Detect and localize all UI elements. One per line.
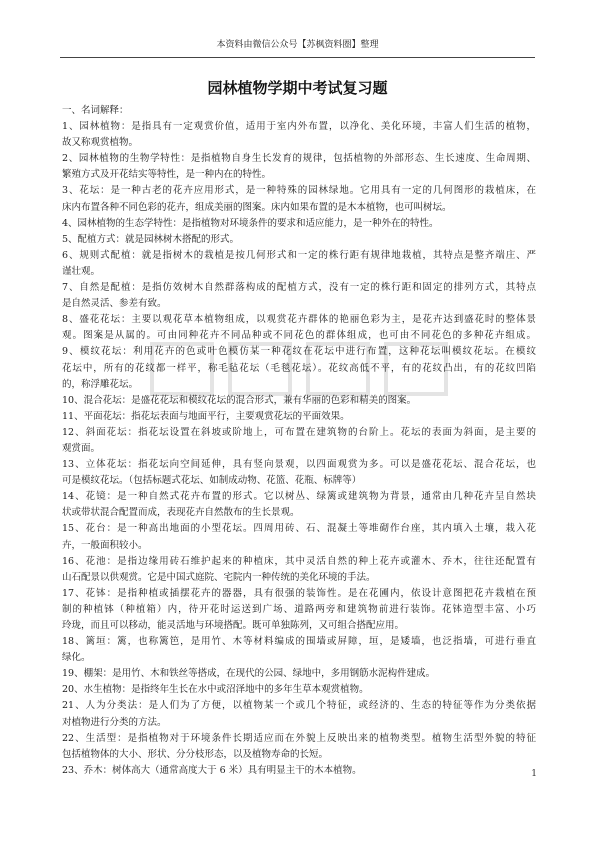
text-line: 9、模纹花坛：利用花卉的色或叶色模仿某一种花纹在花坛中进行布置，这种花坛叫模纹花坛。在模纹 bbox=[62, 346, 536, 358]
text-line: 玲珑，而且可以移动，能灵活地与环境搭配。既可单独陈列，又可组合搭配应用。 bbox=[62, 620, 405, 631]
text-line: 谨壮观。 bbox=[62, 265, 101, 277]
text-line: 12、斜面花坛：指花坛设置在斜坡或阶地上，可布置在建筑物的台阶上。花坛的表面为斜面，是主要的 bbox=[62, 426, 536, 438]
text-line: 制的种植钵（种植箱）内，待开花时运送到广场、道路两旁和建筑物前进行装饰。花钵造型丰富、小巧 bbox=[62, 603, 536, 615]
text-line: 20、水生植物：是指终年生长在水中或沼泽地中的多年生草本观赏植物。 bbox=[62, 684, 369, 696]
document-body bbox=[62, 103, 536, 779]
text-line: 观赏面。 bbox=[62, 442, 101, 454]
text-line: 观。图案是从属的。可由同种花卉不同品种或不同花色的群体组成，也可由不同花色的多种花卉组成。 bbox=[62, 330, 536, 342]
text-line: 卉，一般面积较小。 bbox=[62, 539, 148, 551]
text-line: 床内布置各种不同色彩的花卉，组成美丽的图案。床内如果布置的是木本植物，也可叫树坛。 bbox=[62, 201, 452, 213]
text-line: 3、花坛：是一种古老的花卉应用形式，是一种特殊的园林绿地。它用具有一定的几何图形的栽植床，在 bbox=[62, 185, 536, 197]
text-line: 21、人为分类法：是人们为了方便，以植物某一个或几个特征，或经济的、生态的特征等作为分类依据 bbox=[62, 700, 536, 712]
document-title: 园林植物学期中考试复习题 bbox=[207, 79, 388, 97]
text-line: 对植物进行分类的方法。 bbox=[62, 716, 167, 728]
text-line: 16、花池：是指边缘用砖石维护起来的种植床，其中灵活自然的种上花卉或灌木、乔木，往往还配置有 bbox=[62, 555, 536, 567]
text-line: 10、混合花坛：是盛花花坛和模纹花坛的混合形式，兼有华丽的色彩和精美的图案。 bbox=[62, 394, 417, 406]
text-line: 5、配植方式：就是园林树木搭配的形式。 bbox=[62, 233, 240, 245]
page-header: 本资料由微信公众号【苏枫资料圈】整理 bbox=[216, 40, 379, 50]
text-line: 19、棚架：是用竹、木和铁丝等搭成，在现代的公园、绿地中，多用钢筋水泥构件建成。 bbox=[62, 668, 436, 680]
header-rule bbox=[60, 57, 535, 58]
text-line: 1、园林植物：是指具有一定观赏价值，适用于室内外布置，以净化、美化环境，丰富人们生活的植物， bbox=[62, 121, 536, 133]
text-line: 8、盛花花坛：主要以观花草本植物组成，以观赏花卉群体的艳丽色彩为主，是花卉达到盛花时的整体景 bbox=[62, 314, 536, 326]
text-line: 14、花镜：是一种自然式花卉布置的形式。它以树丛、绿篱或建筑物为背景，通常由几种花卉呈自然块 bbox=[62, 491, 536, 503]
text-line: 花坛中，所有的花纹都一样平，称毛毡花坛（毛毯花坛）。花纹高低不平，有的花纹凸出，有的花纹凹陷 bbox=[62, 362, 536, 374]
text-line: 可是模纹花坛。（包括标题式花坛、如制成动物、花篮、花瓶、标牌等） bbox=[62, 475, 362, 487]
text-line: 是自然灵活、参差有致。 bbox=[62, 298, 167, 310]
text-line: 山石配景以供观赏。它是中国式庭院、宅院内一种传统的美化环境的手法。 bbox=[62, 571, 376, 583]
text-line: 22、生活型：是指植物对于环境条件长期适应而在外貌上反映出来的植物类型。植物生活型外貌的特征 bbox=[62, 732, 536, 744]
text-line: 15、花台：是一种高出地面的小型花坛。四周用砖、石、混凝土等堆砌作台座，其内填入土壤，栽入花 bbox=[62, 523, 536, 535]
text-line: 的，称浮雕花坛。 bbox=[62, 378, 139, 390]
text-line: 23、乔木：树体高大（通常高度大于 6 米）具有明显主干的木本植物。 bbox=[62, 764, 362, 776]
text-line: 包括植物体的大小、形状、分分枝形态，以及植物寿命的长短。 bbox=[62, 748, 329, 760]
text-line: 一、名词解释： bbox=[62, 105, 129, 116]
text-line: 11、平面花坛：指花坛表面与地面平行，主要观赏花坛的平面效果。 bbox=[62, 410, 350, 422]
text-line: 4、园林植物的生态学特性：是指植物对环境条件的要求和适应能力，是一种外在的特性。 bbox=[62, 217, 439, 229]
text-line: 2、园林植物的生物学特性：是指植物自身生长发育的规律，包括植物的外部形态、生长速度、生命周期、 bbox=[62, 153, 536, 165]
text-line: 状或带状混合配置而成，表现花卉自然散布的生长景观。 bbox=[62, 507, 300, 519]
page-number: 1 bbox=[531, 769, 537, 779]
text-line: 18、篱垣：篱，也称篱笆，是用竹、木等材料编成的围墙或屏障，垣，是矮墙，也泛指墙，可进行垂直 bbox=[62, 636, 536, 648]
text-line: 繁殖方式及开花结实等特性，是一种内在的特性。 bbox=[62, 169, 272, 181]
text-line: 17、花钵：是指种植或插摆花卉的器器，具有很强的装饰性。是在花圃内，依设计意图把花卉栽植在预 bbox=[62, 587, 536, 599]
text-line: 故又称观赏植物。 bbox=[62, 137, 139, 149]
text-line: 绿化。 bbox=[62, 652, 91, 664]
text-line: 6、规则式配植：就是指树木的栽植是按几何形式和一定的株行距有规律地栽植，其特点是整齐端庄、严 bbox=[62, 249, 536, 261]
text-line: 13、立体花坛：指花坛向空间延伸，具有竖向景观，以四面观赏为多。可以是盛花花坛、混合花坛，也 bbox=[62, 459, 536, 471]
text-line: 7、自然是配植：是指仿效树木自然群落构成的配植方式，没有一定的株行距和固定的排列方式，其特点 bbox=[62, 282, 536, 294]
